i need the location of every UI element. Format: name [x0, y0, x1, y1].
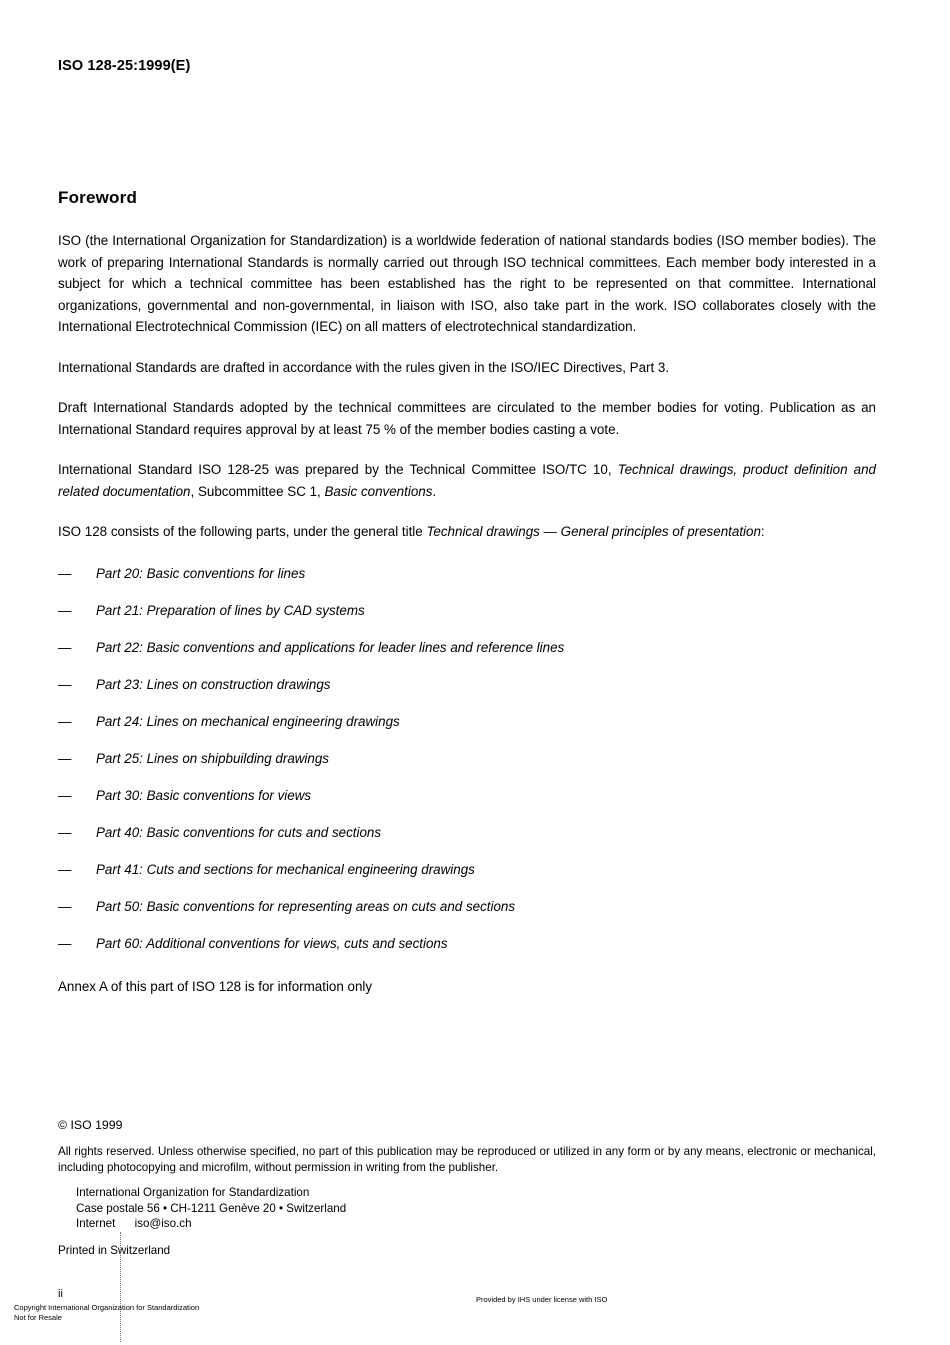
list-dash: —	[58, 713, 72, 729]
list-dash: —	[58, 676, 72, 692]
list-item	[58, 748, 876, 770]
address-line-organization: International Organization for Standardization	[76, 1186, 310, 1199]
list-dash: —	[58, 898, 72, 914]
list-item-label: Part 20: Basic conventions for lines	[96, 565, 306, 581]
list-item-label: Part 21: Preparation of lines by CAD systems	[96, 602, 365, 618]
list-item-label: Part 23: Lines on construction drawings	[96, 676, 331, 692]
paragraph-voting: Draft International Standards adopted by the technical committees are circulated to the member bodies for voting. Publication as an International Standard requires approval by at least 75 % of the member bodies casting a vote.	[58, 400, 876, 437]
list-item	[58, 674, 876, 696]
list-item	[58, 563, 876, 585]
rights-statement: All rights reserved. Unless otherwise specified, no part of this publication may be reproduced or utilized in any form or by any means, electronic or mechanical, including photocopying and microfilm, without permission in writing from the publisher.	[58, 1145, 876, 1174]
list-item	[58, 933, 876, 955]
printed-in-note: Printed in Switzerland	[58, 1243, 171, 1257]
consists-of-after: :	[760, 524, 765, 539]
list-dash: —	[58, 824, 72, 840]
foreword-section	[58, 188, 876, 998]
list-item	[58, 896, 876, 918]
paragraph-consists-of	[58, 521, 876, 543]
consists-of-general-title: Technical drawings — General principles of presentation	[426, 524, 761, 539]
scan-license-note	[14, 1303, 199, 1322]
list-item-label: Part 50: Basic conventions for representing areas on cuts and sections	[96, 898, 516, 914]
ihs-license-note: Provided by IHS under license with ISO	[476, 1295, 608, 1304]
list-dash: —	[58, 639, 72, 655]
list-item	[58, 600, 876, 622]
list-dash: —	[58, 935, 72, 951]
paragraph-drafting-rules: International Standards are drafted in accordance with the rules given in the ISO/IEC Directives, Part 3.	[58, 359, 670, 375]
list-dash: —	[58, 787, 72, 803]
list-item-label: Part 24: Lines on mechanical engineering drawings	[96, 713, 400, 729]
publisher-address	[76, 1185, 878, 1232]
page-footer	[58, 1118, 878, 1257]
list-dash: —	[58, 602, 72, 618]
scan-artifact-divider	[120, 1232, 121, 1342]
parts-list	[58, 563, 876, 955]
prepared-by-before: International Standard ISO 128-25 was prepared by the Technical Committee ISO/TC 10,	[58, 462, 618, 477]
list-item-label: Part 25: Lines on shipbuilding drawings	[96, 750, 329, 766]
list-item	[58, 785, 876, 807]
list-item-label: Part 40: Basic conventions for cuts and sections	[96, 824, 382, 840]
list-dash: —	[58, 565, 72, 581]
list-item	[58, 637, 876, 659]
paragraph-iso-description: ISO (the International Organization for Standardization) is a worldwide federation of national standards bodies (ISO member bodies). The work of preparing International Standards is normally carried out through ISO technical committees. Each member body interested in a subject for which a technical committee has been established has the right to be represented on that committee. International organizations, governmental and non-governmental, in liaison with ISO, also take part in the work. ISO collaborates closely with the International Electrotechnical Commission (IEC) on all matters of electrotechnical standardization.	[58, 233, 876, 334]
list-item	[58, 822, 876, 844]
page-number: ii	[58, 1288, 63, 1300]
page-title: Foreword	[58, 188, 138, 207]
annex-note: Annex A of this part of ISO 128 is for information only	[58, 979, 373, 994]
scan-license-line2: Not for Resale	[14, 1312, 62, 1322]
list-item-label: Part 30: Basic conventions for views	[96, 787, 312, 803]
list-dash: —	[58, 861, 72, 877]
prepared-by-committee-title: Technical drawings, product definition and related documentation	[58, 462, 876, 499]
consists-of-before: ISO 128 consists of the following parts, under the general title	[58, 524, 427, 539]
prepared-by-subcommittee-title: Basic conventions	[324, 483, 433, 499]
address-line-postal: Case postale 56 • CH-1211 Genève 20 • Switzerland	[76, 1201, 347, 1215]
copyright-notice: © ISO 1999	[58, 1118, 123, 1132]
list-item	[58, 859, 876, 881]
paragraph-prepared-by	[58, 459, 876, 502]
address-line-internet: Internet iso@iso.ch	[76, 1217, 192, 1230]
list-item	[58, 711, 876, 733]
standard-code-header: ISO 128-25:1999(E)	[58, 58, 191, 74]
list-item-label: Part 22: Basic conventions and applications for leader lines and reference lines	[96, 639, 565, 655]
prepared-by-after: .	[432, 483, 437, 499]
list-item-label: Part 41: Cuts and sections for mechanical engineering drawings	[96, 861, 475, 877]
scan-license-line1: Copyright International Organization for Standardization	[14, 1303, 200, 1312]
list-dash: —	[58, 750, 72, 766]
prepared-by-middle: , Subcommittee SC 1,	[190, 483, 325, 499]
list-item-label: Part 60: Additional conventions for views, cuts and sections	[96, 935, 448, 951]
